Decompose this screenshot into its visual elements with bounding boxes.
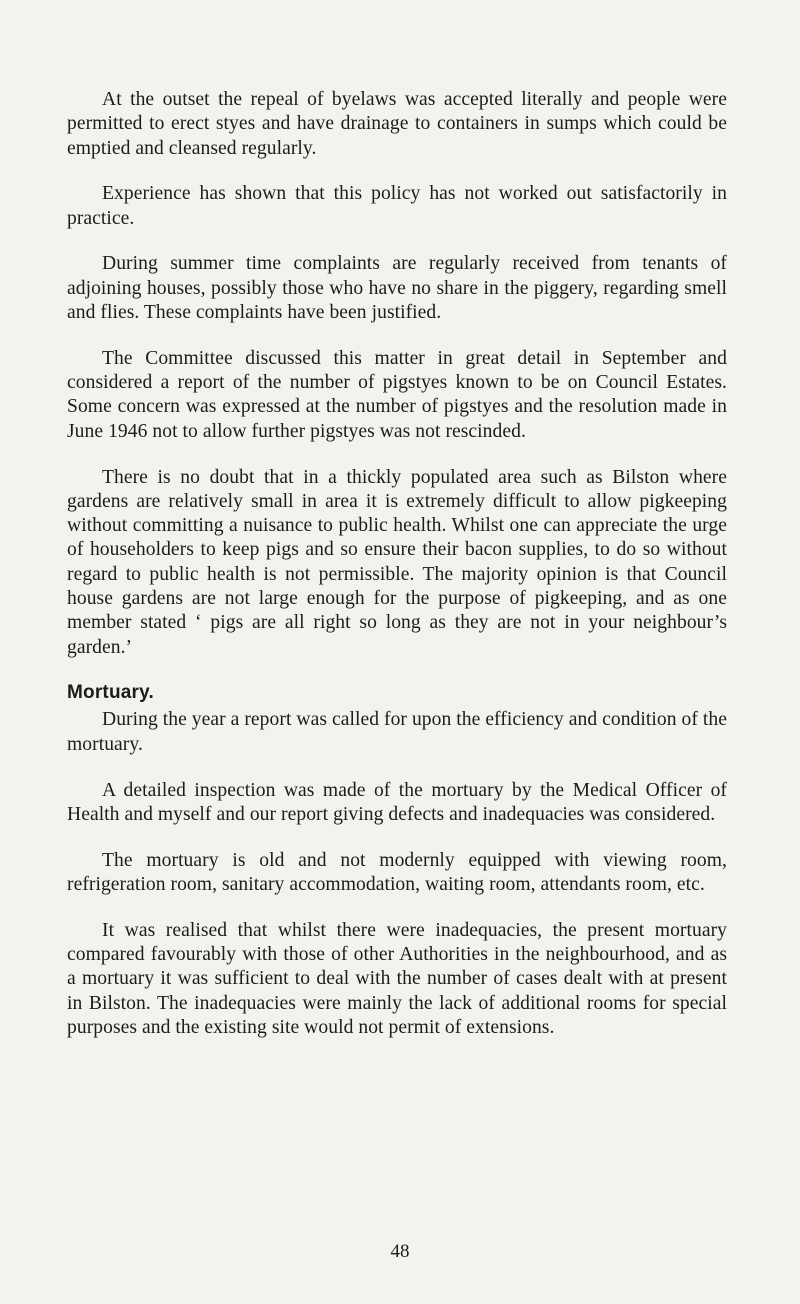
paragraph-equipment: The mortuary is old and not modernly equipped with viewing room, refrigeration room, sanitary accommodation, waiting room, attendants room, etc. (67, 849, 727, 895)
paragraph-experience: Experience has shown that this policy has not worked out satisfactorily in practice. (67, 183, 727, 229)
paragraph-complaints: During summer time complaints are regularly received from tenants of adjoining houses, possibly those who have no share in the piggery, regarding smell and flies. These complaints have been justified. (67, 253, 727, 324)
paragraph-inspection: A detailed inspection was made of the mortuary by the Medical Officer of Health and myself and our report giving defects and inadequacies was considered. (67, 779, 727, 825)
body-text (67, 88, 727, 1062)
paragraph-committee: The Committee discussed this matter in great detail in September and considered a report of the number of pigstyes known to be on Council Estates. Some concern was expressed at the number of pigstyes and the resolution made in June 1946 not to allow further pigstyes was not rescinded. (67, 347, 727, 442)
paragraph-report-called: During the year a report was called for upon the efficiency and condition of the mortuary. (67, 709, 727, 755)
page-number: 48 (390, 1241, 410, 1262)
paragraph-realised: It was realised that whilst there were inadequacies, the present mortuary compared favourably with those of other Authorities in the neighbourhood, and as a mortuary it was sufficient to deal with the number of cases dealt with at present in Bilston. The inadequacies were mainly the lack of additional rooms for special purposes and the existing site would not permit of extensions. (67, 919, 727, 1038)
paragraph-repeal-byelaws: At the outset the repeal of byelaws was accepted literally and people were permitted to erect styes and have drainage to containers in sumps which could be emptied and cleansed regularly. (67, 89, 727, 159)
paragraph-pigkeeping: There is no doubt that in a thickly populated area such as Bilston where gardens are relatively small in area it is extremely difficult to allow pigkeeping without committing a nuisance to public health. Whilst one can appreciate the urge of householders to keep pigs and so ensure their bacon supplies, to do so without regard to public health is not permissible. The majority opinion is that Council house gardens are not large enough for the purpose of pigkeeping, and as one member stated ‘ pigs are all right so long as they are not in your neighbour’s garden.’ (67, 466, 727, 658)
section-heading-mortuary: Mortuary. (67, 682, 154, 704)
